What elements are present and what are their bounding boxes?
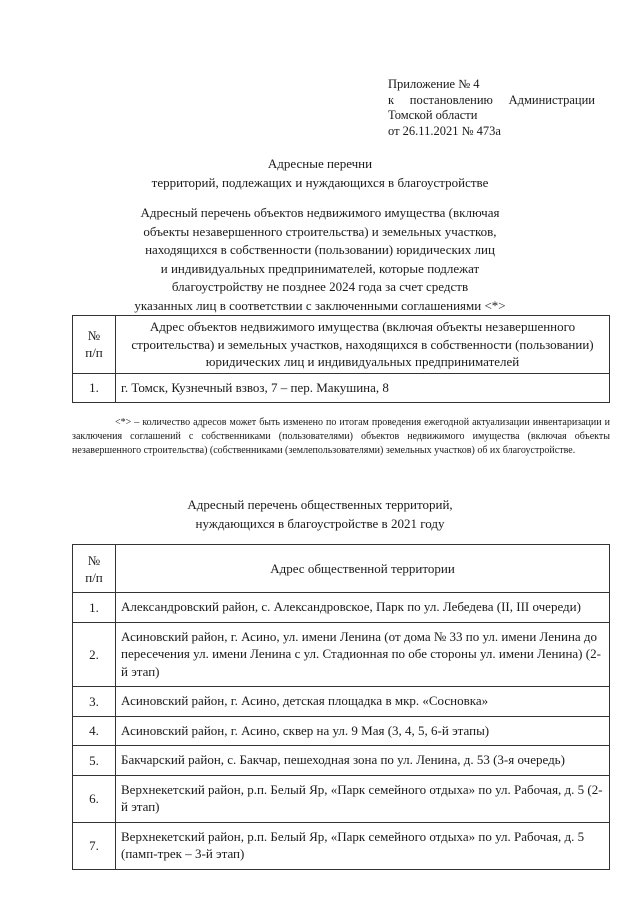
header-num-bottom: п/п — [85, 345, 103, 361]
row-num: 6. — [73, 775, 116, 822]
section2-title-line: нуждающихся в благоустройстве в 2021 году — [195, 515, 445, 531]
row-num: 1. — [73, 373, 116, 403]
table-row — [73, 687, 610, 717]
section1-title-line: объекты незавершенного строительства) и земельных участков, — [143, 223, 497, 239]
header-num-top: № — [87, 327, 101, 343]
row-num: 2. — [73, 622, 116, 687]
row-num: 1. — [73, 593, 116, 623]
property-table — [72, 315, 610, 403]
appendix-date: от 26.11.2021 № 473а — [388, 123, 501, 138]
main-title-line: территорий, подлежащих и нуждающихся в благоустройстве — [151, 174, 489, 190]
appendix-resolution-line — [388, 93, 595, 109]
section2-title — [0, 496, 640, 533]
header-address: Адрес общественной территории — [116, 545, 610, 593]
section1-title — [0, 204, 640, 315]
header-num-top: № — [87, 552, 101, 568]
row-num: 7. — [73, 822, 116, 869]
row-num: 5. — [73, 746, 116, 776]
main-title — [0, 155, 640, 192]
table-row — [73, 746, 610, 776]
table-header-row — [73, 545, 610, 593]
row-num: 3. — [73, 687, 116, 717]
row-address: Александровский район, с. Александровское, Парк по ул. Лебедева (II, III очереди) — [116, 593, 610, 623]
section1-title-line: и индивидуальных предпринимателей, которые подлежат — [160, 260, 480, 276]
row-address: Верхнекетский район, р.п. Белый Яр, «Парк семейного отдыха» по ул. Рабочая, д. 5 (2-й этап) — [116, 775, 610, 822]
table-row — [73, 622, 610, 687]
table-row — [73, 775, 610, 822]
appendix-k: к — [388, 92, 395, 107]
table-row — [73, 593, 610, 623]
footnote: <*> – количество адресов может быть изменено по итогам проведения ежегодной актуализации инвентаризации и заключения соглашений с собственниками (пользователями) объектов недвижимого имущества (включая объекты незавершенного строительства) (собственниками (землепользователями) земельных участков) об их благоустройстве. — [72, 417, 610, 457]
header-num — [73, 545, 116, 593]
section1-title-line: находящихся в собственности (пользовании) юридических лиц — [145, 242, 495, 257]
table-row — [73, 822, 610, 869]
header-num-bottom: п/п — [85, 569, 103, 585]
section1-title-line: Адресный перечень объектов недвижимого имущества (включая — [140, 205, 500, 220]
appendix-administration: Администрации — [508, 92, 595, 107]
appendix-resolution: постановлению — [409, 92, 493, 107]
appendix-header — [388, 77, 595, 139]
header-num — [73, 316, 116, 374]
row-address: Бакчарский район, с. Бакчар, пешеходная зона по ул. Ленина, д. 53 (3-я очередь) — [116, 746, 610, 776]
appendix-region: Томской области — [388, 108, 478, 122]
table-row — [73, 373, 610, 403]
section2-title-line: Адресный перечень общественных территорий, — [187, 497, 453, 512]
section1-title-line: благоустройству не позднее 2024 года за счет средств — [171, 279, 469, 294]
table-header-row — [73, 316, 610, 374]
header-address: Адрес объектов недвижимого имущества (включая объекты незавершенного строительства) и земельных участков, находящихся в собственности (пользовании) юридических лиц и индивидуальных предпринимателей — [116, 316, 610, 374]
row-address: Асиновский район, г. Асино, сквер на ул. 9 Мая (3, 4, 5, 6-й этапы) — [116, 716, 610, 746]
row-address: г. Томск, Кузнечный взвоз, 7 – пер. Макушина, 8 — [116, 373, 610, 403]
appendix-number: Приложение № 4 — [388, 77, 480, 91]
row-num: 4. — [73, 716, 116, 746]
table-row — [73, 716, 610, 746]
row-address: Асиновский район, г. Асино, ул. имени Ленина (от дома № 33 по ул. имени Ленина до пересечения ул. имени Ленина с ул. Стадионная по обе стороны ул. имени Ленина) (2-й этап) — [116, 622, 610, 687]
row-address: Асиновский район, г. Асино, детская площадка в мкр. «Сосновка» — [116, 687, 610, 717]
section1-title-line: указанных лиц в соответствии с заключенными соглашениями <*> — [134, 297, 506, 313]
public-territories-table — [72, 544, 610, 870]
main-title-line: Адресные перечни — [267, 156, 373, 171]
row-address: Верхнекетский район, р.п. Белый Яр, «Парк семейного отдыха» по ул. Рабочая, д. 5 (памп-трек – 3-й этап) — [116, 822, 610, 869]
